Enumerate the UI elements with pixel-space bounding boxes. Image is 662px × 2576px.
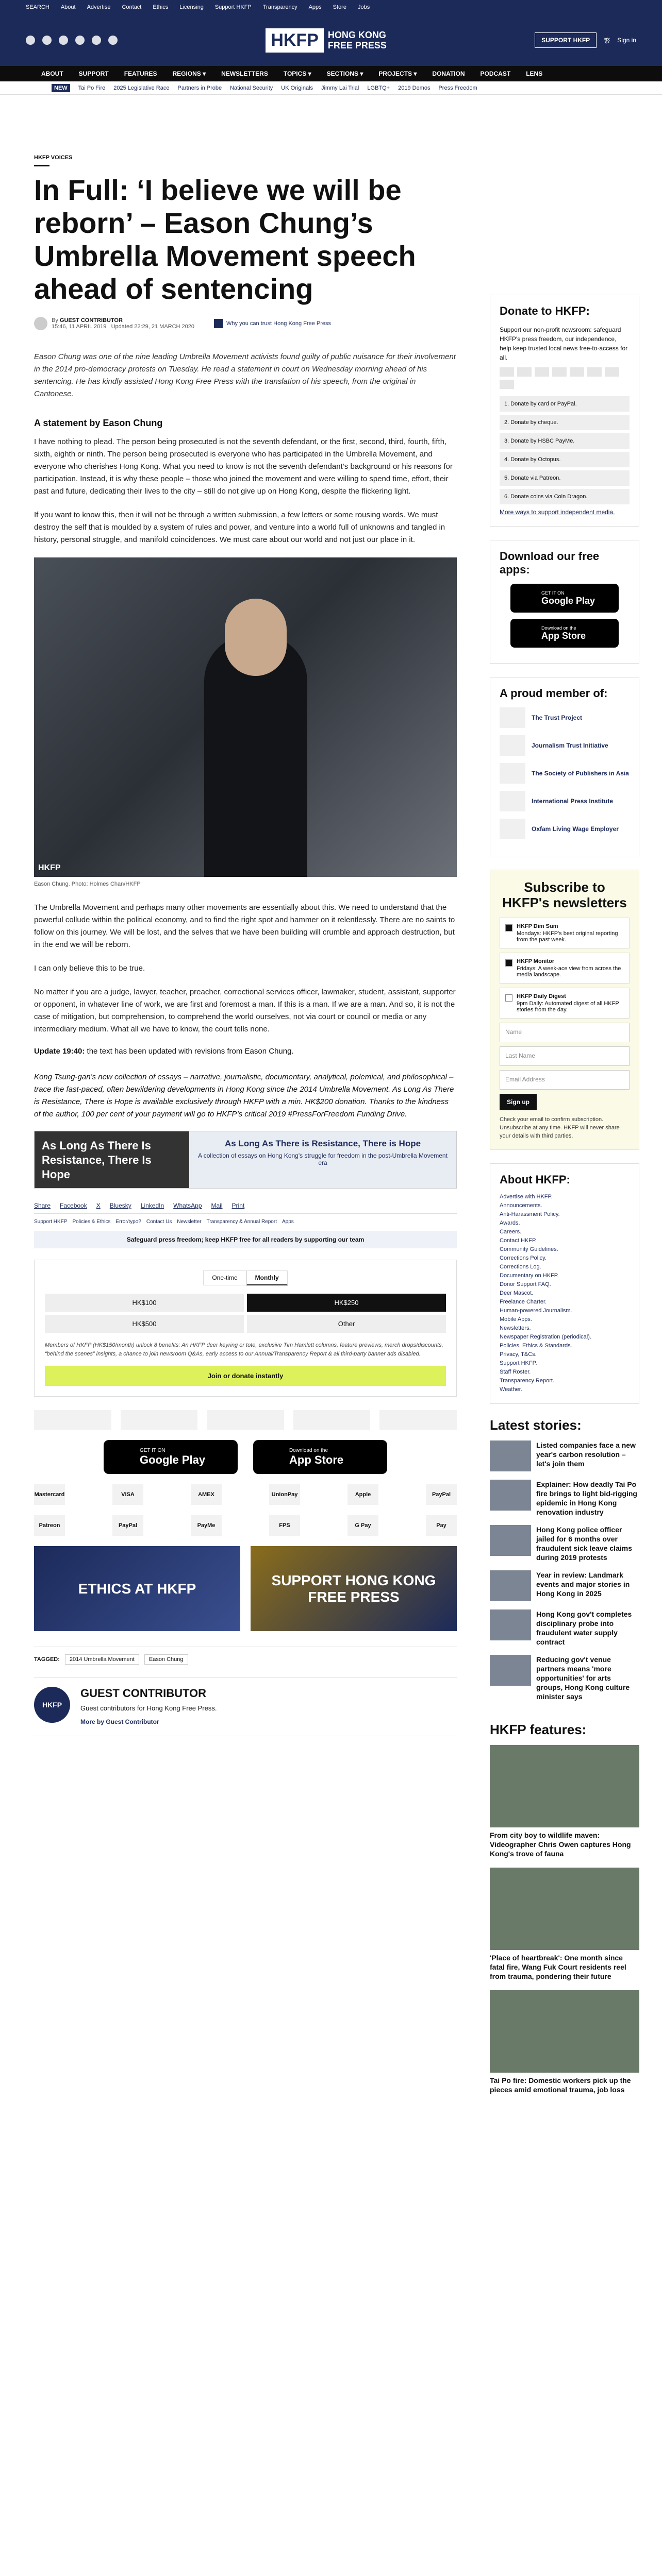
topbar-link-jobs[interactable]: Jobs [357,4,370,10]
sidebar [490,295,639,2104]
story-item[interactable] [490,1570,639,1601]
banner-right [189,1131,456,1188]
story-title: Hong Kong police officer jailed for 6 months over fraudulent sick leave claims during 2019 protests [536,1526,632,1562]
payment-logo [552,367,567,377]
donate-option[interactable]: 2. Donate by cheque. [500,415,630,430]
newsletter-desc: Fridays: A week-ace view from across the media landscape. [517,965,621,978]
latest-stories [490,1417,639,1701]
member-item[interactable] [500,819,630,839]
member-logo [500,819,525,839]
donate-option[interactable]: 4. Donate by Octopus. [500,452,630,467]
member-logo [500,791,525,811]
trending-link[interactable]: 2025 Legislative Race [113,84,170,91]
update-note [34,1047,457,1056]
amount-option[interactable]: Other [247,1315,446,1333]
instagram-icon[interactable] [59,36,68,45]
donate-option[interactable]: 6. Donate coins via Coin Dragon. [500,489,630,504]
features-section [490,1722,639,2094]
photo-caption: Eason Chung. Photo: Holmes Chan/HKFP [34,881,141,887]
feature-title: From city boy to wildlife maven: Videographer Chris Owen captures Hong Kong's trove of fauna [490,1831,631,1858]
newsletter-widget [490,870,639,1150]
about-link[interactable]: Freelance Charter. [500,1299,547,1305]
facebook-icon[interactable] [26,36,35,45]
more-ways-link[interactable]: More ways to support independent media. [500,509,615,516]
nav-item-lens[interactable]: LENS [526,70,543,77]
about-link[interactable]: Contact HKFP. [500,1238,537,1244]
app-buttons [34,1440,457,1474]
update-label: Update 19:40: [34,1047,85,1056]
feature-title: 'Place of heartbreak': One month since fatal fire, Wang Fuk Court residents reel from trauma, pondering their future [490,1954,626,1980]
payment-logo [500,367,514,377]
author-name[interactable]: GUEST CONTRIBUTOR [80,1687,207,1700]
photo-watermark: HKFP [38,863,61,872]
story-title: Listed companies face a new year's carbon resolution – let's join them [536,1441,636,1468]
member-title: A proud member of: [500,687,608,700]
about-link[interactable]: Documentary on HKFP. [500,1273,559,1279]
trending-link[interactable]: National Security [230,84,273,91]
author-box [34,1677,457,1736]
ethics-card[interactable]: ETHICS AT HKFP [34,1546,240,1631]
trending-link[interactable]: Tai Po Fire [78,84,106,91]
payment-logo [535,367,549,377]
support-hkfp-button[interactable]: SUPPORT HKFP [535,32,597,48]
banner-left: As Long As There Is Resistance, There Is Hope [35,1131,189,1188]
trending-link[interactable]: Press Freedom [438,84,477,91]
payment-logo [500,380,514,389]
nav-item-about[interactable]: ABOUT [41,70,63,77]
footer-link[interactable]: Contact Us [146,1219,172,1225]
article-footer-links [34,1219,457,1225]
payment-logo [570,367,584,377]
unionpay-icon: UnionPay [269,1484,300,1505]
author-avatar [34,317,47,330]
paragraph: I have nothing to plead. The person being prosecuted is not the seventh defendant, or the first, second, third, fourth, fifth, sixth, eighth or ninth. The person being prosecuted is everyone who has participated in the Umbrella Movement, and everyone who cherishes Hong Kong. What you need to know is not the seventh defendant’s background or his reasons for participation. Instead, it is why these people – those who joined the movement and were willing to spend time, effort, their past and future, dedicating their lives to the city – still do not give up on Hong Kong, despite the flickering light. [34,437,453,496]
about-link[interactable]: Advertise with HKFP. [500,1194,553,1200]
tagged-label: TAGGED: [34,1656,60,1663]
google-play-button[interactable] [104,1440,238,1474]
app-store-button[interactable] [253,1440,387,1474]
nav-item-regions[interactable]: REGIONS ▾ [172,70,206,77]
section-heading: A statement by Eason Chung [34,418,163,428]
topbar-link-search[interactable]: SEARCH [26,4,49,10]
sign-up-button[interactable]: Sign up [500,1094,537,1110]
share-print[interactable]: Print [231,1202,245,1209]
author-desc: Guest contributors for Hong Kong Free Press. [80,1704,217,1712]
trust-project-link[interactable] [214,319,331,328]
join-donate-button[interactable]: Join or donate instantly [45,1366,446,1386]
about-link[interactable]: Human-powered Journalism. [500,1308,572,1314]
topbar-link-transparency[interactable]: Transparency [262,4,297,10]
paypal-icon: PayPal [426,1484,457,1505]
photo-subject-face [225,599,287,676]
about-link[interactable]: Corrections Policy. [500,1255,547,1261]
topbar-link-about[interactable]: About [60,4,76,10]
updated-date: Updated 22:29, 21 MARCH 2020 [111,324,195,330]
byline-text [52,317,194,330]
about-link[interactable]: Donor Support FAQ. [500,1281,551,1287]
google-pay-icon: G Pay [347,1515,378,1536]
member-logo[interactable] [34,1410,111,1430]
publish-date: 15:46, 11 APRIL 2019 [52,324,107,330]
payment-methods [34,1484,457,1505]
footer-link[interactable]: Transparency & Annual Report [206,1219,277,1225]
newsletter-desc: 9pm Daily: Automated digest of all HKFP stories from the day. [517,1001,619,1013]
topbar-link-ethics[interactable]: Ethics [153,4,169,10]
about-title: About HKFP: [500,1173,570,1186]
author-info [80,1687,217,1726]
banner-title: As Long As There is Resistance, There is Hope [224,1139,421,1148]
fps-icon: FPS [269,1515,300,1536]
author-logo: HKFP [34,1687,70,1723]
about-link[interactable]: Careers. [500,1229,522,1235]
donate-option[interactable]: 1. Donate by card or PayPal. [500,396,630,412]
newsletter-option[interactable] [500,918,630,948]
logo-mark: HKFP [266,28,324,53]
share-linkedin[interactable]: LinkedIn [140,1202,164,1209]
more-by-author-link[interactable]: More by Guest Contributor [80,1718,159,1725]
trending-link[interactable]: Partners in Probe [177,84,222,91]
footer-link[interactable]: Policies & Ethics [72,1219,111,1225]
share-bluesky[interactable]: Bluesky [109,1202,131,1209]
share-bar [34,1198,457,1214]
share-label: Share [34,1202,51,1209]
story-thumbnail [490,1570,531,1601]
trust-project-icon [214,319,223,328]
nav-item-topics[interactable]: TOPICS ▾ [283,70,311,77]
about-link[interactable]: Policies, Ethics & Standards. [500,1343,572,1349]
nav-item-support[interactable]: SUPPORT [78,70,109,77]
story-title: Explainer: How deadly Tai Po fire brings to light bid-rigging epidemic in Hong Kong renovation industry [536,1480,637,1516]
share-whatsapp[interactable]: WhatsApp [173,1202,202,1209]
about-link[interactable]: Announcements. [500,1202,542,1209]
byline [34,317,457,330]
story-thumbnail [490,1480,531,1511]
social-links [26,36,118,45]
story-item[interactable] [490,1480,639,1517]
paragraph: I can only believe this to be true. [34,964,145,973]
amount-option[interactable]: HK$100 [45,1294,244,1312]
member-item[interactable] [500,707,630,728]
story-item[interactable] [490,1655,639,1701]
about-link[interactable]: Anti-Harassment Policy. [500,1211,560,1217]
feature-image [490,1868,639,1950]
trending-link[interactable]: LGBTQ+ [367,84,390,91]
apple-icon: Apple [347,1484,378,1505]
safeguard-banner[interactable]: Safeguard press freedom; keep HKFP free for all readers by supporting our team [34,1231,457,1248]
newsletter-option[interactable] [500,988,630,1019]
about-link[interactable]: Transparency Report. [500,1378,554,1384]
donation-amounts [45,1294,446,1333]
story-thumbnail [490,1525,531,1556]
member-name: Oxfam Living Wage Employer [532,825,619,833]
story-thumbnail [490,1655,531,1686]
about-widget [490,1163,639,1404]
about-link[interactable]: Newsletters. [500,1325,531,1331]
donation-frequency [45,1270,446,1285]
google-play-small: GET IT ON [541,590,565,596]
share-facebook[interactable]: Facebook [60,1202,87,1209]
amount-option-selected[interactable]: HK$250 [247,1294,446,1312]
paragraph: The Umbrella Movement and perhaps many other movements are essentially about this. We need to understand that the powerful collude within the political economy, and to find the right spot and hammer on it relentlessly. There are no saints to follow on this journey. We will be lost, and the selves that we have been building will crumble and approach destruction, but in the end we will be reborn. [34,903,455,949]
article-intro: Eason Chung was one of the nine leading Umbrella Movement activists found guilty of public nuisance for their involvement in the 2014 pro-democracy protests on Tuesday. He read a statement in court on Wednesday morning ahead of his sentencing. He has kindly assisted Hong Kong Free Press with the translation of his speech, from the original in Cantonese. [34,352,456,398]
footer-link[interactable]: Support HKFP [34,1219,68,1225]
article [34,155,457,1736]
newsletter-name: HKFP Monitor [517,958,555,964]
newsletter-option[interactable] [500,953,630,984]
main-nav [0,66,662,81]
story-item[interactable] [490,1609,639,1647]
payment-logo [587,367,602,377]
language-toggle[interactable]: 繁 [604,37,610,44]
trending-bar [0,81,662,95]
newsletter-title: Subscribe to HKFP's newsletters [502,879,627,910]
topbar-link-contact[interactable]: Contact [122,4,142,10]
topbar-link-advertise[interactable]: Advertise [87,4,111,10]
app-store-button[interactable] [510,619,619,648]
member-name: International Press Institute [532,798,614,805]
app-store-label: App Store [289,1453,344,1466]
article-title: In Full: ‘I believe we will be reborn’ – Eason Chung’s Umbrella Movement speech ahead of sentencing [34,174,416,305]
member-widget [490,677,639,856]
member-logos-row [34,1410,457,1430]
promo-cards [34,1546,457,1631]
member-name: The Trust Project [532,714,583,721]
banner-text: A collection of essays on Hong Kong's struggle for freedom in the post-Umbrella Movement era [198,1152,448,1166]
feature-item[interactable] [490,1990,639,2094]
patreon-icon: Patreon [34,1515,65,1536]
story-thumbnail [490,1440,531,1471]
google-play-label: Google Play [140,1453,206,1466]
nav-item-donation[interactable]: DONATION [432,70,465,77]
book-promo: Kong Tsung-gan’s new collection of essays – narrative, journalistic, documentary, analytical, polemical, and philosophical – trace the fast-paced, often bewildering developments in Hong Kong since the 2014 Umbrella Movement. As Long As There is Resistance, There is Hope is available exclusively through HKFP with a min. HK$200 donation. Thanks to the kindness of the author, 100 per cent of your payment will go to HKFP’s critical 2019 #PressForFreedom Funding Drive. [34,1073,454,1118]
app-store-small: Download on the [289,1447,328,1453]
tags-row [34,1647,457,1665]
amount-option[interactable]: HK$500 [45,1315,244,1333]
story-title: Reducing gov't venue partners means 'more opportunities' for arts groups, Hong Kong culture minister says [536,1655,630,1701]
member-logo [500,735,525,756]
trending-link[interactable]: Jimmy Lai Trial [321,84,359,91]
story-title: Hong Kong gov't completes disciplinary probe into fraudulent water supply contract [536,1610,632,1646]
payment-logo [517,367,532,377]
paragraph: No matter if you are a judge, lawyer, teacher, preacher, correctional services officer, lawmaker, student, assistant, supporter or opponent, in whatever line of work, we are first and foremost a man. If this is a man. If we are a man. And so, it is not the case of mitigation, but comprehension, to comprehend the world ourselves, not via court or council or media or any intermediary medium. What all we have to know, the court tells none. [34,988,456,1033]
paragraph: If you want to know this, then it will not be through a written submission, a few letters or some rousing words. We must destroy the self that is moulded by a system of rules and power, and venture into a world full of unknowns and tangled in history, personal struggle, and manifold coincidences. We must care about our world and not just our place in it. [34,511,445,544]
donate-widget [490,295,639,527]
share-x[interactable]: X [96,1202,101,1209]
header-actions [535,32,636,48]
book-banner[interactable] [34,1131,457,1189]
payment-methods-2 [34,1515,457,1536]
newsletter-name: HKFP Dim Sum [517,923,558,929]
story-item[interactable] [490,1525,639,1562]
member-item[interactable] [500,791,630,811]
logo-text [328,30,387,50]
about-link[interactable]: Community Guidelines. [500,1246,558,1252]
google-play-button[interactable] [510,584,619,613]
footer-link[interactable]: Apps [282,1219,294,1225]
linkedin-icon[interactable] [92,36,101,45]
member-logo[interactable] [207,1410,284,1430]
about-link[interactable]: Deer Mascot. [500,1290,534,1296]
member-logo[interactable] [293,1410,371,1430]
sign-in-link[interactable]: Sign in [617,37,636,44]
topbar-link-apps[interactable]: Apps [308,4,322,10]
freq-monthly[interactable]: Monthly [246,1270,288,1285]
checkbox-checked[interactable] [505,959,512,967]
footer-link[interactable]: Newsletter [177,1219,202,1225]
donate-box [34,1260,457,1397]
donate-option[interactable]: 5. Donate via Patreon. [500,470,630,486]
member-name: Journalism Trust Initiative [532,742,608,749]
apps-title: Download our free apps: [500,550,600,576]
newsletter-name: HKFP Daily Digest [517,993,566,999]
telegram-icon[interactable] [108,36,118,45]
about-link[interactable]: Awards. [500,1220,520,1226]
member-logo[interactable] [121,1410,198,1430]
newsletter-fine-print: Check your email to confirm subscription. Unsubscribe at any time. HKFP will never share your details with third parties. [500,1116,620,1139]
payment-logos [500,367,630,389]
about-link[interactable]: Corrections Log. [500,1264,541,1270]
nav-item-features[interactable]: FEATURES [124,70,157,77]
story-title: Year in review: Landmark events and major stories in Hong Kong in 2025 [536,1571,630,1598]
donate-text: Support our non-profit newsroom: safeguard HKFP's press freedom, our independence, help keep trusted local news free-to-access for all. [500,326,628,361]
topbar-link-support[interactable]: Support HKFP [214,4,252,10]
feature-image [490,1745,639,1827]
about-link[interactable]: Weather. [500,1386,522,1393]
tag[interactable]: Eason Chung [144,1654,188,1665]
member-name: The Society of Publishers in Asia [532,770,629,777]
newsletter-desc: Mondays: HKFP's best original reporting from the past week. [517,930,618,943]
footer-link[interactable]: Error/typo? [115,1219,141,1225]
site-header [0,14,662,66]
trending-link[interactable]: 2019 Demos [398,84,431,91]
about-link[interactable]: Newspaper Registration (periodical). [500,1334,591,1340]
features-title: HKFP features: [490,1722,587,1737]
donate-option[interactable]: 3. Donate by HSBC PayMe. [500,433,630,449]
nav-item-sections[interactable]: SECTIONS ▾ [326,70,363,77]
payme-icon: PayMe [191,1515,222,1536]
name-input[interactable]: Name [500,1023,630,1042]
donate-title: Donate to HKFP: [500,304,590,317]
member-logo [500,763,525,784]
nav-item-podcast[interactable]: PODCAST [480,70,511,77]
google-play-small: GET IT ON [140,1447,166,1453]
checkbox[interactable] [505,994,512,1002]
topbar-link-licensing[interactable]: Licensing [179,4,204,10]
app-store-label: App Store [541,630,586,641]
google-play-label: Google Play [541,595,595,606]
mastercard-icon: Mastercard [34,1484,65,1505]
story-thumbnail [490,1609,531,1640]
youtube-icon[interactable] [75,36,85,45]
feature-item[interactable] [490,1745,639,1858]
feature-title: Tai Po fire: Domestic workers pick up the pieces amid emotional trauma, job loss [490,2076,631,2094]
site-logo[interactable] [266,28,387,53]
payment-logo [605,367,619,377]
kicker-rule [34,165,49,166]
topbar-link-store[interactable]: Store [333,4,346,10]
member-item[interactable] [500,763,630,784]
article-kicker[interactable]: HKFP VOICES [34,155,73,161]
paypal-icon: PayPal [112,1515,143,1536]
new-badge: NEW [52,84,70,92]
member-item[interactable] [500,735,630,756]
member-logo[interactable] [379,1410,457,1430]
latest-title: Latest stories: [490,1417,582,1433]
trust-label: Why you can trust Hong Kong Free Press [226,320,332,327]
member-logo [500,707,525,728]
about-link[interactable]: Mobile Apps. [500,1316,532,1323]
top-bar [0,0,662,14]
article-photo[interactable] [34,557,457,877]
logo-line-1: HONG KONG [327,30,386,40]
update-text: the text has been updated with revisions from Eason Chung. [85,1047,294,1056]
freq-one-time[interactable]: One-time [203,1270,246,1285]
amex-icon: AMEX [191,1484,222,1505]
share-mail[interactable]: Mail [211,1202,223,1209]
trending-link[interactable]: UK Originals [281,84,313,91]
checkbox-checked[interactable] [505,924,512,931]
about-link[interactable]: Privacy, T&Cs. [500,1351,537,1358]
tag[interactable]: 2014 Umbrella Movement [65,1654,139,1665]
membership-note: Members of HKFP (HK$150/month) unlock 8 benefits: An HKFP deer keyring or tote, exclusive Tim Hamlett columns, feature previews, merch drops/discounts, “behind the scenes” insights, a chance to join newsroom Q&As, early access to our Annual/Transparency Report & all third-party banner ads disabled. [45,1342,443,1357]
feature-image [490,1990,639,2073]
about-link[interactable]: Support HKFP. [500,1360,537,1366]
feature-item[interactable] [490,1868,639,1981]
support-card[interactable]: SUPPORT HONG KONG FREE PRESS [251,1546,457,1631]
apple-pay-icon: Pay [426,1515,457,1536]
apps-widget [490,540,639,664]
about-list [500,1193,630,1394]
email-input[interactable]: Email Address [500,1070,630,1090]
story-item[interactable] [490,1440,639,1471]
app-store-small: Download on the [541,625,576,631]
visa-icon: VISA [112,1484,143,1505]
nav-item-newsletters[interactable]: NEWSLETTERS [221,70,268,77]
by-prefix: By [52,317,58,324]
last-name-input[interactable]: Last Name [500,1046,630,1066]
about-link[interactable]: Staff Roster. [500,1369,531,1375]
logo-line-2: FREE PRESS [327,40,387,50]
author-link[interactable]: GUEST CONTRIBUTOR [59,317,123,324]
x-icon[interactable] [42,36,52,45]
nav-item-projects[interactable]: PROJECTS ▾ [378,70,417,77]
